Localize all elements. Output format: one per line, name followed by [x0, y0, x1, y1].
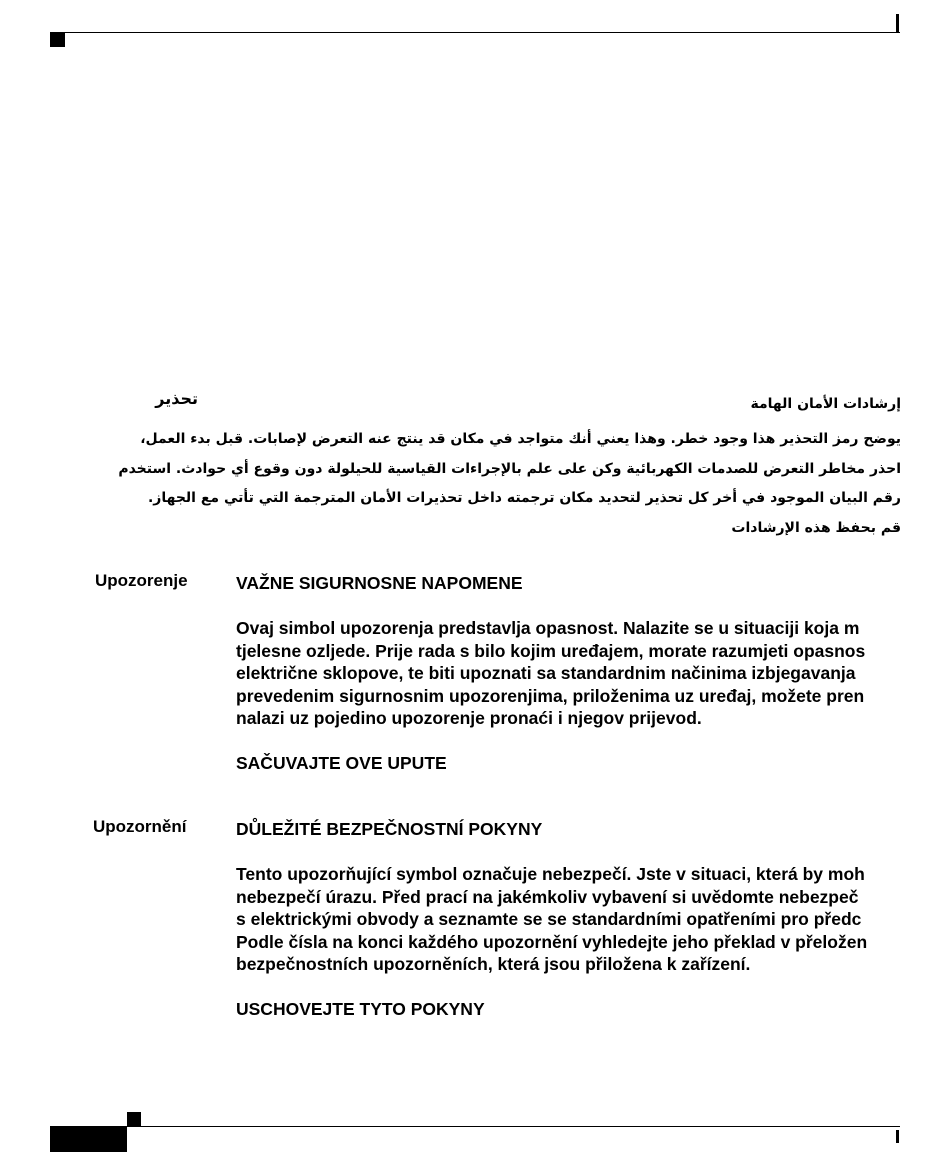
- czech-text-line: nebezpečí úrazu. Před prací na jakémkoliv vybavení si uvědomte nebezpeč: [236, 886, 859, 907]
- czech-text-line: Tento upozorňující symbol označuje nebezpečí. Jste v situaci, která by moh: [236, 864, 865, 884]
- czech-closing: USCHOVEJTE TYTO POKYNY: [236, 998, 485, 1019]
- footer-small-square: [127, 1112, 141, 1126]
- czech-text-line: Podle čísla na konci každého upozornění vyhledejte jeho překlad v přeložen: [236, 931, 868, 952]
- croatian-text-line: tjelesne ozljede. Prije rada s bilo kojim uređajem, morate razumjeti opasnos: [236, 640, 866, 661]
- croatian-warning-block: [236, 572, 901, 774]
- croatian-warning-label: Upozorenje: [95, 571, 188, 590]
- arabic-text-line: رقم البيان الموجود في أخر كل تحذير لتحديد مكان ترجمته داخل تحذيرات الأمان المترجمة التي تأتي مع الجهاز.: [147, 490, 901, 506]
- croatian-text-line: električne sklopove, te biti upoznati sa standardnim načinima izbjegavanja: [236, 663, 856, 683]
- header-right-tick: [896, 14, 899, 33]
- footer-right-tick: [896, 1130, 899, 1143]
- czech-text-line: s elektrickými obvody a seznamte se se standardními opatřeními pro předc: [236, 909, 862, 929]
- arabic-text-line: يوضح رمز التحذير هذا وجود خطر. وهذا يعني أنك متواجد في مكان قد ينتج عنه التعرض لإصابات. قبل بدء العمل،: [140, 431, 901, 447]
- croatian-text-line: nalazi uz pojedino upozorenje pronaći i njegov prijevod.: [236, 708, 702, 728]
- croatian-text-line: Ovaj simbol upozorenja predstavlja opasnost. Nalazite se u situaciji koja m: [236, 618, 860, 638]
- header-corner-mark: [50, 33, 65, 47]
- arabic-warning-label: تحذير: [155, 389, 198, 408]
- czech-warning-block: [236, 818, 901, 1020]
- arabic-heading: إرشادات الأمان الهامة: [750, 396, 901, 412]
- czech-text-line: bezpečnostních upozorněních, která jsou přiložena k zařízení.: [236, 954, 751, 974]
- header-rule: [50, 32, 900, 33]
- croatian-text-line: prevedenim sigurnosnim upozorenjima, priloženima uz uređaj, možete pren: [236, 685, 865, 706]
- footer-page-tab: [50, 1127, 127, 1152]
- arabic-text-line: قم بحفظ هذه الإرشادات: [731, 519, 901, 536]
- arabic-text-line: احذر مخاطر التعرض للصدمات الكهربائية وكن على علم بالإجراءات القياسية للحيلولة دون وقوع أي حوادث. استخدم: [118, 460, 901, 477]
- arabic-warning-block: [118, 393, 901, 543]
- croatian-closing: SAČUVAJTE OVE UPUTE: [236, 752, 447, 773]
- czech-heading: DŮLEŽITÉ BEZPEČNOSTNÍ POKYNY: [236, 819, 543, 839]
- footer-rule: [50, 1126, 900, 1127]
- croatian-heading: VAŽNE SIGURNOSNE NAPOMENE: [236, 573, 523, 593]
- czech-warning-label: Upozornění: [93, 817, 187, 836]
